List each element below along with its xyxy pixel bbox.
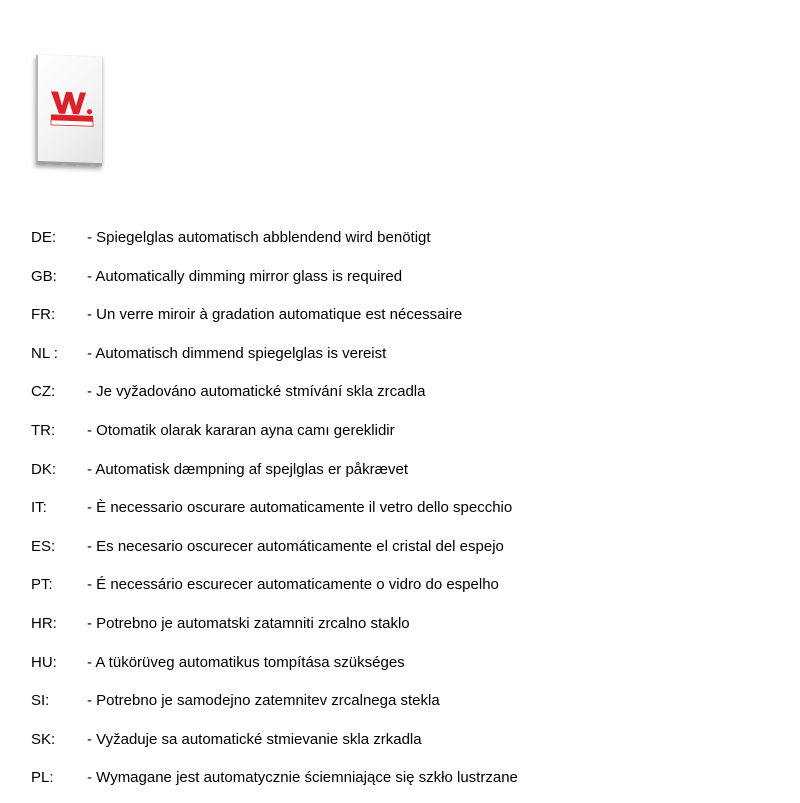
notice-row-it (31, 494, 771, 533)
notice-text: - Potrebno je automatski zatamniti zrcalno staklo (87, 614, 410, 632)
notice-row-pt (31, 571, 771, 610)
notice-text: - Wymagane jest automatycznie ściemniające się szkło lustrzane (87, 769, 518, 787)
notice-text: - Vyžaduje sa automatické stmievanie skla zrkadla (87, 730, 422, 748)
notice-text: - Otomatik olarak kararan ayna camı gereklidir (87, 421, 395, 439)
notice-row-fr (31, 301, 771, 340)
language-code: SK: (31, 730, 56, 748)
notice-row-hu (31, 649, 771, 688)
notice-text: - Un verre miroir à gradation automatique est nécessaire (87, 306, 463, 324)
language-code: TR: (31, 421, 56, 439)
notice-row-de (31, 224, 771, 263)
notice-row-nl (31, 340, 771, 379)
notice-row-cz (31, 378, 771, 417)
notice-list (31, 224, 771, 803)
notice-text: - Potrebno je samodejno zatemnitev zrcalnega stekla (87, 692, 440, 710)
notice-text: - É necessário escurecer automaticamente o vidro do espelho (87, 576, 499, 594)
notice-row-dk (31, 456, 771, 495)
language-code: SI: (31, 692, 50, 710)
van-wezel-logo-icon (50, 89, 94, 127)
notice-row-es (31, 533, 771, 572)
notice-row-si (31, 687, 771, 726)
language-code: ES: (31, 537, 56, 555)
notice-text: - Automatisk dæmpning af spejlglas er påkrævet (87, 460, 408, 478)
notice-text: - È necessario oscurare automaticamente il vetro dello specchio (87, 499, 513, 517)
language-code: GB: (31, 267, 57, 285)
language-code: HR: (31, 614, 57, 632)
notice-row-gb (31, 263, 771, 302)
language-code: PL: (31, 769, 54, 787)
notice-row-pl (31, 764, 771, 803)
language-code: HU: (31, 653, 57, 671)
language-code: IT: (31, 499, 47, 517)
notice-text: - Je vyžadováno automatické stmívání skla zrcadla (87, 383, 426, 401)
language-code: PT: (31, 576, 53, 594)
notice-text: - Spiegelglas automatisch abblendend wird benötigt (87, 229, 431, 246)
language-code: FR: (31, 306, 56, 324)
logo-card (36, 55, 102, 166)
notice-text: - Es necesario oscurecer automáticamente el cristal del espejo (87, 537, 504, 555)
notice-row-hr (31, 610, 771, 649)
notice-text: - Automatically dimming mirror glass is required (87, 267, 403, 285)
language-code: CZ: (31, 383, 56, 401)
language-code: DK: (31, 460, 57, 478)
notice-row-tr (31, 417, 771, 456)
language-code: DE: (31, 229, 57, 246)
notice-text: - A tükörüveg automatikus tompítása szükséges (87, 653, 405, 671)
notice-text: - Automatisch dimmend spiegelglas is vereist (87, 344, 387, 362)
notice-row-sk (31, 726, 771, 765)
language-code: NL : (31, 344, 58, 362)
